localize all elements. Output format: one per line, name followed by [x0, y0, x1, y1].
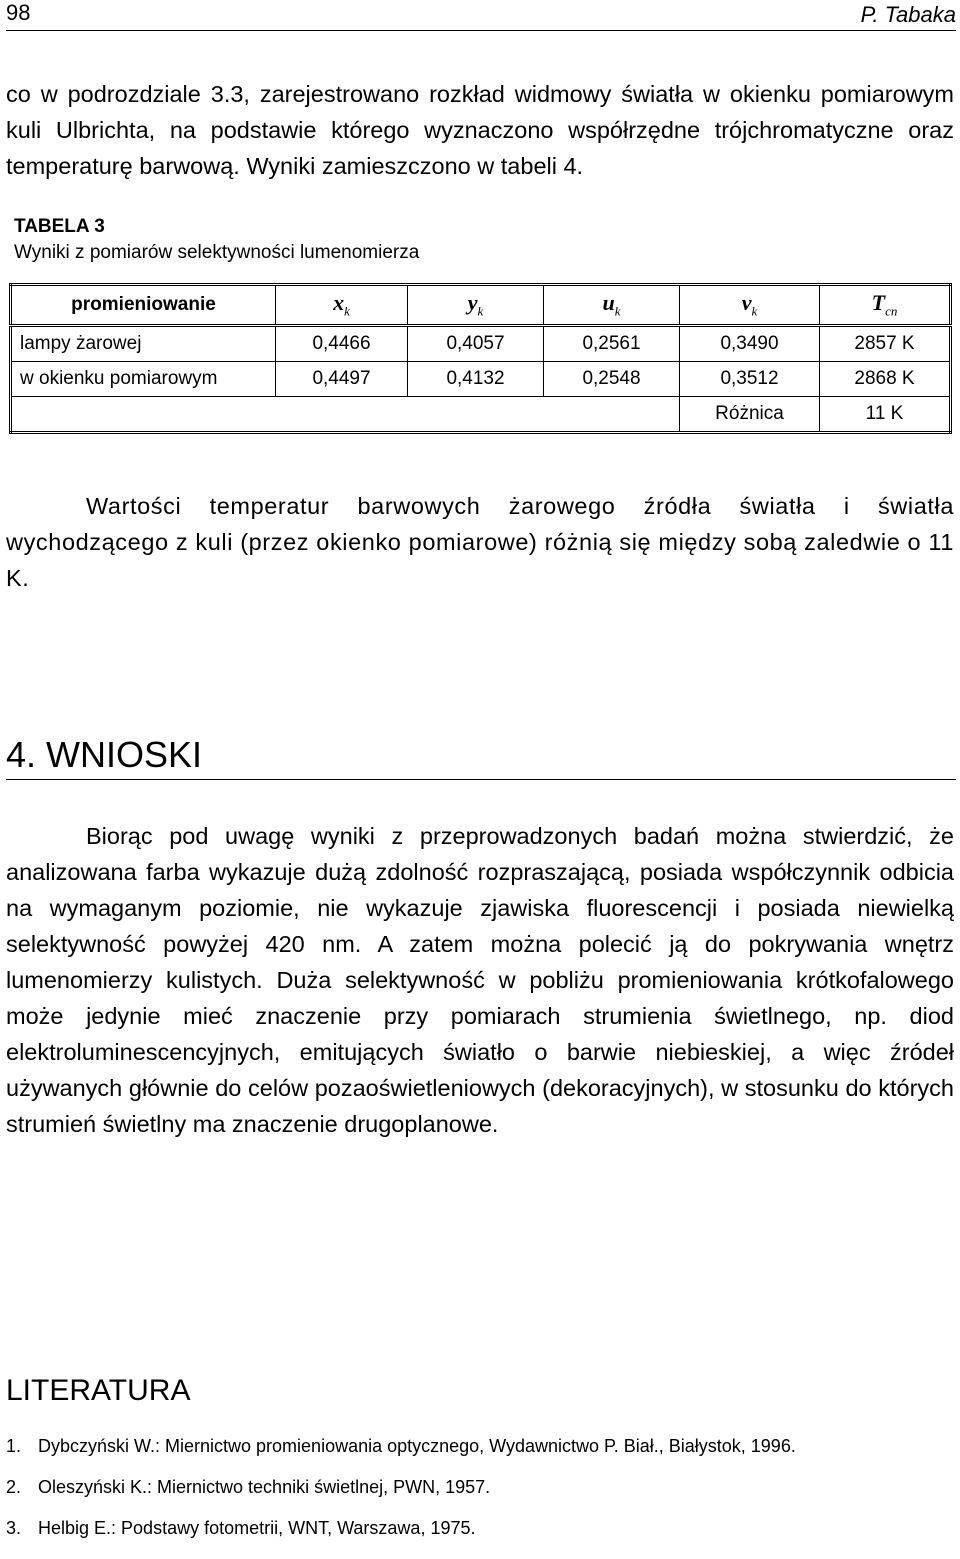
- running-author: P. Tabaka: [860, 2, 956, 27]
- table-caption: Wyniki z pomiarów selektywności lumenomierza: [14, 242, 420, 263]
- reference-list: [6, 1436, 796, 1559]
- table-cell: 0,2561: [544, 326, 680, 362]
- table-cell: 2857 K: [820, 326, 951, 362]
- table-cell: 0,4497: [276, 362, 408, 397]
- difference-row: [11, 397, 951, 433]
- intro-paragraph: co w podrozdziale 3.3, zarejestrowano rozkład widmowy światła w okienku pomiarowym kuli Ulbrichta, na podstawie którego wyznaczono współrzędne trójchromatyczne oraz temperaturę barwową. Wyniki zamieszczono w tabeli 4.: [6, 81, 954, 179]
- reference-text: Helbig E.: Podstawy fotometrii, WNT, Warszawa, 1975.: [38, 1518, 476, 1538]
- page-header: [6, 0, 956, 31]
- reference-number: 2.: [6, 1477, 22, 1497]
- row-label: w okienku pomiarowym: [11, 362, 276, 397]
- table-cell: 0,3512: [680, 362, 820, 397]
- difference-label: Różnica: [680, 397, 820, 433]
- reference-text: Oleszyński K.: Miernictwo techniki świetlnej, PWN, 1957.: [38, 1477, 491, 1497]
- reference-number: 3.: [6, 1518, 22, 1538]
- table-header-row: [11, 285, 951, 326]
- reference-text: Dybczyński W.: Miernictwo promieniowania optycznego, Wydawnictwo P. Biał., Białystok, 1996.: [38, 1436, 796, 1456]
- table-cell: 0,2548: [544, 362, 680, 397]
- reference-item: [6, 1477, 796, 1518]
- reference-number: 1.: [6, 1436, 22, 1456]
- column-header-tcn: $T_{cn}$: [820, 285, 951, 326]
- row-label: lampy żarowej: [11, 326, 276, 362]
- column-header-uk: $u_k$: [544, 285, 680, 326]
- column-header-yk: $y_k$: [408, 285, 544, 326]
- table-row: [11, 362, 951, 397]
- results-table: [9, 283, 952, 434]
- difference-value: 11 K: [820, 397, 951, 433]
- table-label: TABELA 3: [14, 216, 105, 237]
- table-cell: 0,4466: [276, 326, 408, 362]
- page-number: 98: [6, 0, 31, 25]
- table-row: [11, 326, 951, 362]
- section-title: 4. WNIOSKI: [6, 734, 203, 775]
- column-header-xk: $x_k$: [276, 285, 408, 326]
- table-cell: 2868 K: [820, 362, 951, 397]
- column-header-radiation: promieniowanie: [11, 285, 276, 326]
- section-divider: [6, 779, 956, 780]
- literature-title: LITERATURA: [6, 1374, 191, 1407]
- table-cell: 0,4057: [408, 326, 544, 362]
- empty-cell: [11, 397, 680, 433]
- conclusions-paragraph: Biorąc pod uwagę wyniki z przeprowadzonych badań można stwierdzić, że analizowana farba wykazuje dużą zdolność rozpraszającą, posiada współczynnik odbicia na wymaganym poziomie, nie wykazuje zjawiska fluorescencji i posiada niewielką selektywność powyżej 420 nm. A zatem można polecić ją do pokrywania wnętrz lumenomierzy kulistych. Duża selektywność w pobliżu promieniowania krótkofalowego może jedynie mieć znaczenie przy pomiarach strumienia świetlnego, np. diod elektroluminescencyjnych, emitujących światło o barwie niebieskiej, a więc źródeł używanych głównie do celów pozaoświetleniowych (dekoracyjnych), w stosunku do których strumień świetlny ma znaczenie drugoplanowe.: [6, 823, 954, 1137]
- table-cell: 0,3490: [680, 326, 820, 362]
- reference-item: [6, 1436, 796, 1477]
- table-cell: 0,4132: [408, 362, 544, 397]
- column-header-vk: $v_k$: [680, 285, 820, 326]
- result-paragraph: Wartości temperatur barwowych żarowego źródła światła i światła wychodzącego z kuli (przez okienko pomiarowe) różnią się między sobą zaledwie o 11 K.: [6, 493, 954, 591]
